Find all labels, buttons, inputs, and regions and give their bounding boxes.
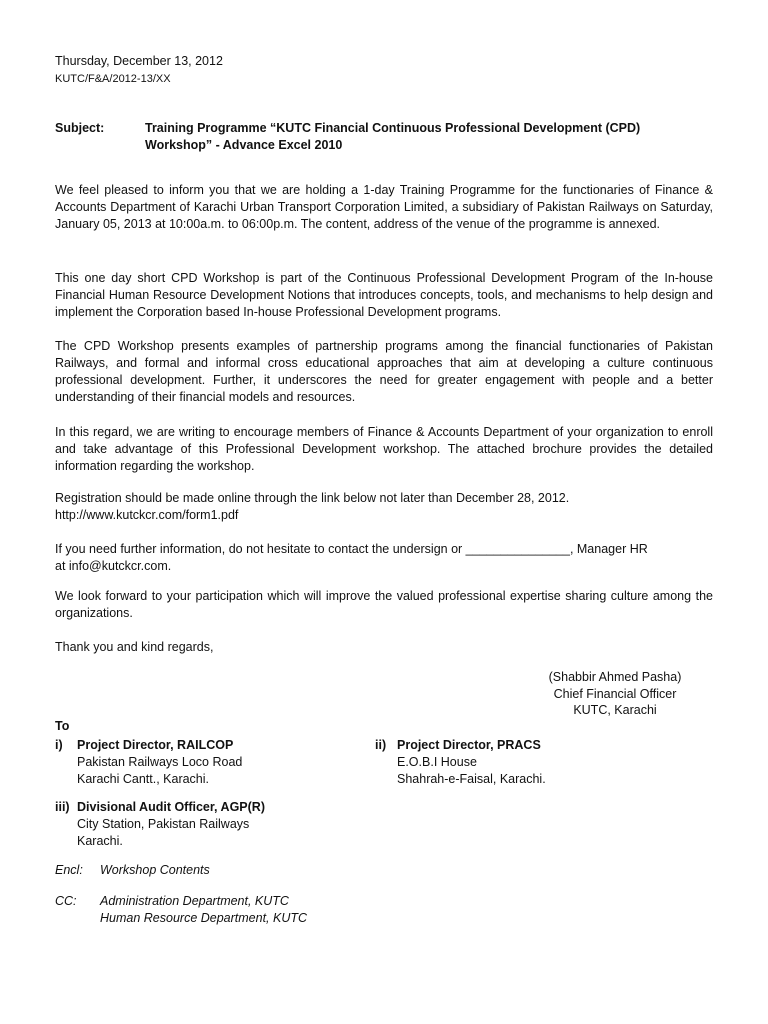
paragraph-1: We feel pleased to inform you that we are holding a 1-day Training Programme for the functionaries of Finance & Accounts Department of Karachi Urban Transport Corporation Limited, a subsidiary of Pakistan Railways on Saturday, January 05, 2013 at 10:00a.m. to 06:00p.m. The content, address of the venue of the programme is annexed.	[55, 183, 713, 231]
signature-org: KUTC, Karachi	[573, 703, 657, 717]
recipient-1-number: i)	[55, 738, 63, 752]
recipient-2-number: ii)	[375, 738, 387, 752]
enclosure-value: Workshop Contents	[100, 863, 210, 877]
recipient-3-line-2: Karachi.	[77, 834, 123, 848]
recipient-2-line-2: Shahrah-e-Faisal, Karachi.	[397, 772, 546, 786]
signature-name: (Shabbir Ahmed Pasha)	[548, 670, 682, 684]
enclosure-label: Encl:	[55, 863, 83, 877]
letter-date: Thursday, December 13, 2012	[55, 54, 223, 68]
recipient-2	[375, 737, 695, 788]
recipient-2-title: Project Director, PRACS	[397, 738, 541, 752]
cc-line-1: Administration Department, KUTC	[100, 894, 289, 908]
recipient-3-line-1: City Station, Pakistan Railways	[77, 817, 250, 831]
recipient-3	[55, 799, 375, 850]
subject-line-2: Workshop” - Advance Excel 2010	[145, 138, 343, 152]
recipient-3-title: Divisional Audit Officer, AGP(R)	[77, 800, 265, 814]
paragraph-4: In this regard, we are writing to encourage members of Finance & Accounts Department of your organization to enroll and take advantage of this Professional Development workshop. The attached brochure provides the detailed information regarding the workshop.	[55, 425, 713, 473]
contact-line-2: at info@kutckcr.com.	[55, 559, 172, 573]
registration-text: Registration should be made online through the link below not later than December 28, 2012.	[55, 491, 570, 505]
recipient-2-line-1: E.O.B.I House	[397, 755, 477, 769]
signature-title: Chief Financial Officer	[553, 687, 677, 701]
enclosure	[55, 862, 210, 879]
cc-block	[55, 893, 307, 927]
contact-text	[55, 541, 713, 575]
reference-number: KUTC/F&A/2012-13/XX	[55, 73, 171, 85]
to-label: To	[55, 719, 70, 733]
paragraph-7: We look forward to your participation which will improve the valued professional expertise sharing culture among the organizations.	[55, 589, 713, 620]
subject-label: Subject:	[55, 121, 105, 135]
recipient-1-title: Project Director, RAILCOP	[77, 738, 234, 752]
paragraph-2: This one day short CPD Workshop is part of the Continuous Professional Development Program of the In-house Financial Human Resource Development Notions that introduces concepts, tools, and mechanisms to help design and implement the Corporation based In-house Professional Development programs.	[55, 271, 713, 319]
paragraph-3: The CPD Workshop presents examples of partnership programs among the financial functionaries of Pakistan Railways, and formal and informal cross educational approaches that aim at developing a culture continuous professional development. Further, it underscores the need for greater engagement with people and a better understanding of their financial models and resources.	[55, 339, 713, 404]
subject-text	[145, 120, 705, 154]
cc-line-2: Human Resource Department, KUTC	[100, 911, 308, 925]
recipient-1	[55, 737, 355, 788]
cc-label: CC:	[55, 894, 77, 908]
contact-line-1: If you need further information, do not hesitate to contact the undersign or _______________, Manager HR	[55, 542, 648, 556]
registration-link[interactable]: http://www.kutckcr.com/form1.pdf	[55, 508, 239, 522]
recipient-3-number: iii)	[55, 800, 70, 814]
closing-line: Thank you and kind regards,	[55, 640, 214, 654]
recipient-1-line-1: Pakistan Railways Loco Road	[77, 755, 243, 769]
subject-line-1: Training Programme “KUTC Financial Continuous Professional Development (CPD)	[145, 121, 641, 135]
recipient-1-line-2: Karachi Cantt., Karachi.	[77, 772, 210, 786]
